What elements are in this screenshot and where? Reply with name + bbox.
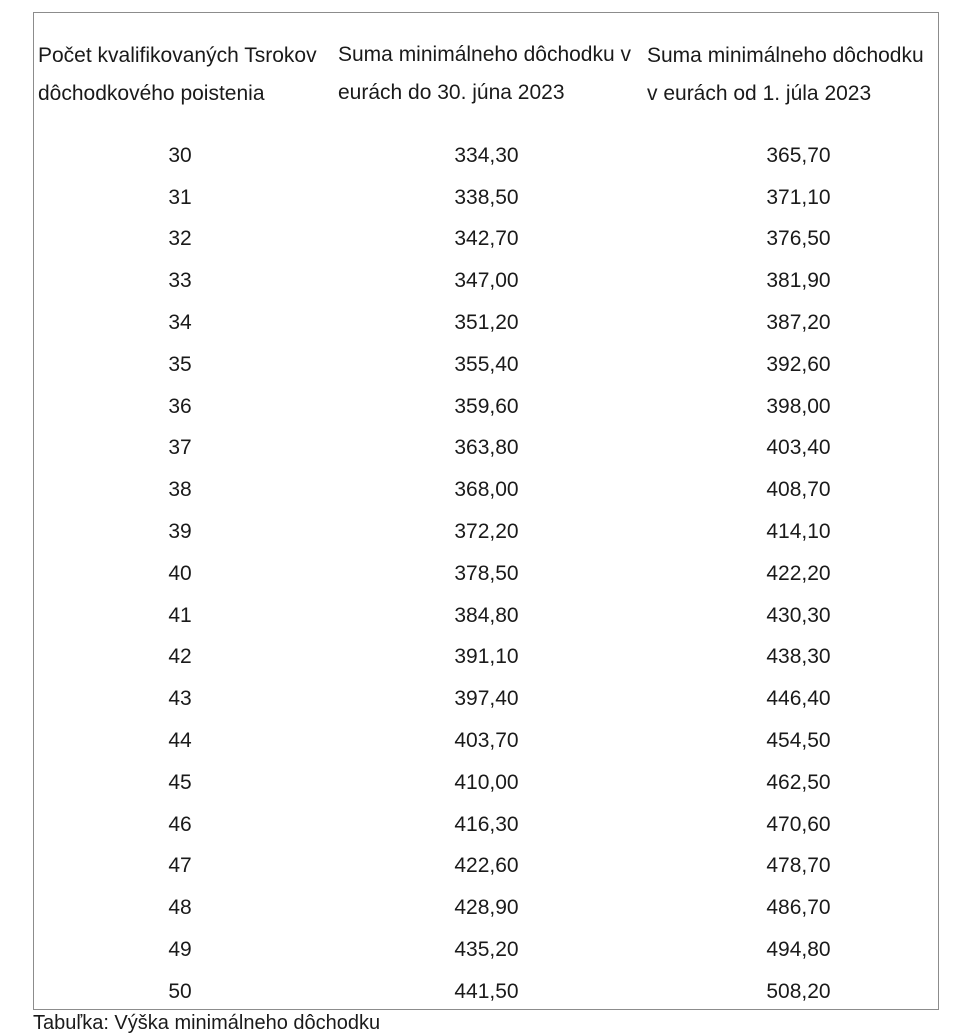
cell-value: 365,70 [766, 143, 831, 167]
cell-pension-from-july [639, 302, 938, 344]
cell-pension-from-july [639, 971, 938, 1013]
cell-value: 435,20 [454, 938, 519, 962]
table-row [34, 260, 938, 302]
cell-value: 398,00 [766, 394, 831, 418]
cell-pension-until-june [334, 804, 639, 846]
cell-pension-until-june [334, 302, 639, 344]
cell-qualified-years [34, 846, 334, 888]
cell-pension-until-june [334, 637, 639, 679]
cell-pension-until-june [334, 177, 639, 219]
cell-value: 43 [168, 687, 192, 711]
cell-value: 32 [168, 227, 192, 251]
cell-qualified-years [34, 971, 334, 1013]
cell-qualified-years [34, 720, 334, 762]
cell-value: 403,40 [766, 436, 831, 460]
cell-value: 397,40 [454, 687, 519, 711]
cell-value: 384,80 [454, 603, 519, 627]
cell-pension-from-july [639, 386, 938, 428]
cell-qualified-years [34, 929, 334, 971]
cell-value: 49 [168, 938, 192, 962]
table-row [34, 344, 938, 386]
cell-pension-until-june [334, 762, 639, 804]
cell-pension-until-june [334, 678, 639, 720]
cell-pension-until-june [334, 135, 639, 177]
cell-pension-from-july [639, 511, 938, 553]
cell-pension-from-july [639, 720, 938, 762]
cell-value: 355,40 [454, 352, 519, 376]
cell-pension-until-june [334, 386, 639, 428]
cell-value: 430,30 [766, 603, 831, 627]
cell-value: 392,60 [766, 352, 831, 376]
cell-qualified-years [34, 302, 334, 344]
cell-pension-from-july [639, 678, 938, 720]
cell-value: 36 [168, 394, 192, 418]
cell-value: 486,70 [766, 896, 831, 920]
cell-qualified-years [34, 386, 334, 428]
cell-value: 45 [168, 770, 192, 794]
cell-qualified-years [34, 135, 334, 177]
table-row [34, 469, 938, 511]
cell-value: 378,50 [454, 561, 519, 585]
cell-value: 422,60 [454, 854, 519, 878]
header-qualified-years: Počet kvalifikovaných Tsrokov dôchodkového poistenia [38, 44, 317, 105]
cell-qualified-years [34, 260, 334, 302]
cell-value: 31 [168, 185, 192, 209]
cell-pension-from-july [639, 344, 938, 386]
cell-value: 478,70 [766, 854, 831, 878]
cell-value: 41 [168, 603, 192, 627]
cell-value: 381,90 [766, 269, 831, 293]
cell-value: 42 [168, 645, 192, 669]
pension-table-frame [33, 12, 939, 1010]
cell-value: 359,60 [454, 394, 519, 418]
cell-pension-until-june [334, 595, 639, 637]
cell-value: 372,20 [454, 520, 519, 544]
table-row [34, 678, 938, 720]
cell-pension-from-july [639, 804, 938, 846]
cell-pension-from-july [639, 135, 938, 177]
cell-value: 334,30 [454, 143, 519, 167]
cell-value: 34 [168, 311, 192, 335]
cell-qualified-years [34, 762, 334, 804]
cell-value: 428,90 [454, 896, 519, 920]
cell-value: 47 [168, 854, 192, 878]
cell-qualified-years [34, 344, 334, 386]
cell-value: 391,10 [454, 645, 519, 669]
cell-value: 347,00 [454, 269, 519, 293]
table-row [34, 177, 938, 219]
cell-qualified-years [34, 177, 334, 219]
table-row [34, 887, 938, 929]
minimum-pension-table [34, 13, 938, 1013]
cell-qualified-years [34, 553, 334, 595]
cell-pension-from-july [639, 219, 938, 261]
cell-pension-until-june [334, 219, 639, 261]
cell-pension-from-july [639, 469, 938, 511]
cell-value: 422,20 [766, 561, 831, 585]
cell-value: 44 [168, 729, 192, 753]
cell-value: 37 [168, 436, 192, 460]
cell-pension-from-july [639, 846, 938, 888]
table-row [34, 553, 938, 595]
cell-pension-from-july [639, 887, 938, 929]
cell-qualified-years [34, 804, 334, 846]
cell-value: 376,50 [766, 227, 831, 251]
cell-qualified-years [34, 469, 334, 511]
cell-pension-until-june [334, 846, 639, 888]
table-row [34, 386, 938, 428]
cell-pension-until-june [334, 971, 639, 1013]
header-pension-from-july: Suma minimálneho dôchodku v eurách od 1. júla 2023 [647, 44, 924, 105]
cell-value: 351,20 [454, 311, 519, 335]
cell-value: 48 [168, 896, 192, 920]
table-body [34, 135, 938, 1013]
cell-pension-from-july [639, 177, 938, 219]
cell-value: 403,70 [454, 729, 519, 753]
cell-value: 454,50 [766, 729, 831, 753]
table-header-row [34, 13, 938, 135]
cell-value: 470,60 [766, 812, 831, 836]
cell-qualified-years [34, 428, 334, 470]
table-row [34, 219, 938, 261]
cell-value: 438,30 [766, 645, 831, 669]
cell-pension-until-june [334, 720, 639, 762]
table-row [34, 135, 938, 177]
cell-value: 30 [168, 143, 192, 167]
cell-value: 38 [168, 478, 192, 502]
table-row [34, 595, 938, 637]
table-row [34, 637, 938, 679]
cell-value: 338,50 [454, 185, 519, 209]
cell-value: 35 [168, 352, 192, 376]
cell-value: 40 [168, 561, 192, 585]
cell-value: 441,50 [454, 979, 519, 1003]
cell-value: 368,00 [454, 478, 519, 502]
cell-pension-from-july [639, 553, 938, 595]
cell-value: 342,70 [454, 227, 519, 251]
cell-value: 39 [168, 520, 192, 544]
cell-value: 33 [168, 269, 192, 293]
table-row [34, 428, 938, 470]
table-caption: Tabuľka: Výška minimálneho dôchodku [33, 1012, 381, 1034]
cell-value: 408,70 [766, 478, 831, 502]
cell-value: 371,10 [766, 185, 831, 209]
table-row [34, 846, 938, 888]
cell-pension-from-july [639, 595, 938, 637]
cell-value: 508,20 [766, 979, 831, 1003]
cell-pension-until-june [334, 428, 639, 470]
cell-pension-until-june [334, 260, 639, 302]
cell-value: 414,10 [766, 520, 831, 544]
cell-qualified-years [34, 595, 334, 637]
cell-qualified-years [34, 678, 334, 720]
cell-value: 446,40 [766, 687, 831, 711]
cell-pension-until-june [334, 344, 639, 386]
cell-pension-from-july [639, 762, 938, 804]
table-row [34, 804, 938, 846]
cell-value: 46 [168, 812, 192, 836]
cell-value: 494,80 [766, 938, 831, 962]
table-row [34, 929, 938, 971]
cell-value: 50 [168, 979, 192, 1003]
cell-qualified-years [34, 219, 334, 261]
cell-value: 387,20 [766, 311, 831, 335]
table-row [34, 511, 938, 553]
cell-pension-from-july [639, 929, 938, 971]
cell-pension-from-july [639, 260, 938, 302]
cell-value: 410,00 [454, 770, 519, 794]
cell-qualified-years [34, 637, 334, 679]
cell-pension-from-july [639, 428, 938, 470]
table-row [34, 971, 938, 1013]
cell-pension-until-june [334, 929, 639, 971]
table-row [34, 302, 938, 344]
cell-qualified-years [34, 887, 334, 929]
table-row [34, 762, 938, 804]
table-row [34, 720, 938, 762]
header-pension-until-june: Suma minimálneho dôchodku v eurách do 30. júna 2023 [338, 43, 631, 104]
cell-pension-until-june [334, 553, 639, 595]
cell-pension-until-june [334, 887, 639, 929]
cell-pension-until-june [334, 469, 639, 511]
cell-value: 462,50 [766, 770, 831, 794]
cell-pension-from-july [639, 637, 938, 679]
cell-qualified-years [34, 511, 334, 553]
cell-pension-until-june [334, 511, 639, 553]
cell-value: 416,30 [454, 812, 519, 836]
cell-value: 363,80 [454, 436, 519, 460]
